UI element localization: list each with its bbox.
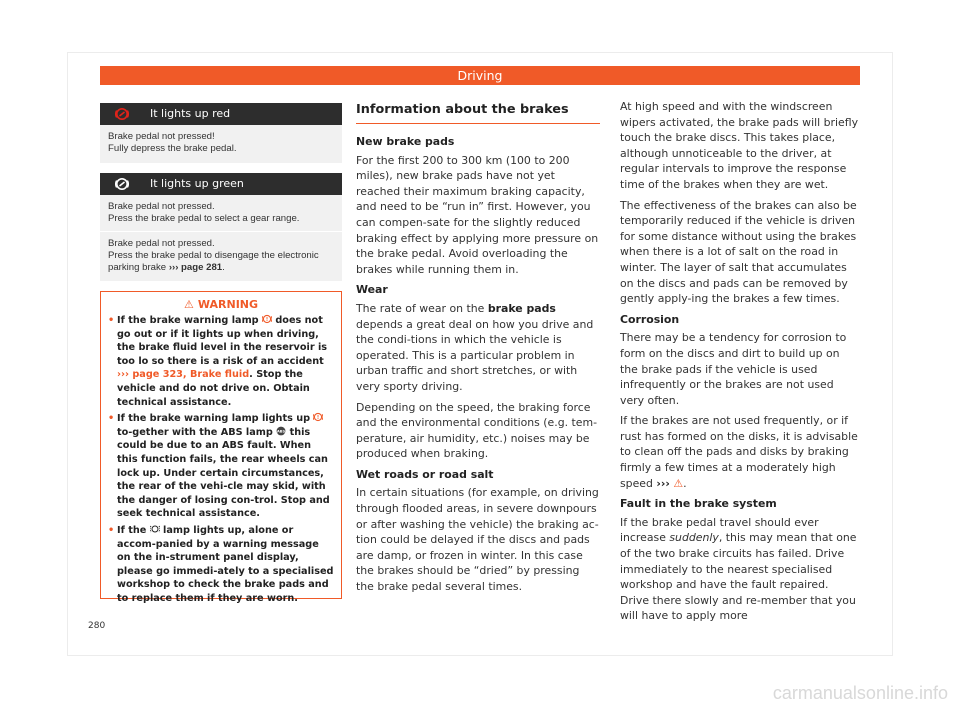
fault-heading: Fault in the brake system [620, 497, 777, 511]
watermark: carmanualsonline.info [772, 683, 948, 703]
svg-text:!: ! [317, 414, 320, 421]
warning-text: this could be due to an ABS fault. When this function fails, the rear wheels can lock up. Under certain circumstances, the rear of the vehi-cle may skid, with the danger of losing con-trol. Stop and seek technical assistance. [117, 426, 330, 520]
paragraph: The effectiveness of the brakes can also be temporarily reduced if the vehicle is driven for some distance without using the brakes when there is a lot of salt on the road in winter. The layer of salt that accumulates on the discs and pads can be removed by gently apply-ing the brakes a few times. [620, 198, 857, 306]
warning-text: If the brake warning lamp [117, 315, 262, 326]
warning-box [100, 291, 342, 604]
bullet-icon: • [108, 413, 115, 425]
warning-text: lamp lights up, alone or accom-panied by a warning message on the in-strument panel display, please go immedi-ately to a specialised workshop to check the brake pads and to replace them if they are worn. [117, 524, 334, 604]
row-line: Press the brake pedal to disengage the electronic [108, 250, 319, 261]
page-number: 280 [88, 621, 106, 631]
wear-text-2: depends a great deal on how you drive and the condi-tions in which the vehicle is operated. This is a particular problem in urban traffic and short stretches, or with very sporty driving. [356, 317, 594, 393]
new-pads-heading: New brake pads [356, 135, 455, 148]
lamp-red-label: It lights up red [150, 107, 231, 120]
lamp-red-row [100, 125, 342, 163]
paragraph-suffix: . [683, 476, 687, 490]
wet-text: In certain situations (for example, on driving through flooded areas, in severe downpours or after washing the vehicle) the braking ac-tion could be delayed if the discs and pads are damp, or frozen in winter. In this case the brakes should be “dried” by pressing the brake pedal several times. [356, 486, 599, 594]
paragraph-text: , this may mean that one of the two brake circuits has failed. Drive immediately to the nearest specialised workshop and have the fault repaired. Drive there slowly and re-member that you will have to apply more [620, 531, 857, 623]
row-line: Brake pedal not pressed. [108, 238, 215, 249]
warning-text: does not go out or if it lights up when driving, the brake fluid level in the reservoir is too lo so there is a risk of an accident [117, 315, 328, 367]
speed-text: Depending on the speed, the braking force and the environmental conditions (e.g. tem-perature, air humidity, etc.) noises may be produced when braking. [356, 400, 598, 461]
wear-heading: Wear [356, 283, 388, 297]
section-title: Information about the brakes [356, 102, 600, 124]
wear-bold: brake pads [487, 301, 556, 315]
svg-text:ABS: ABS [277, 429, 286, 434]
row-line [108, 262, 334, 274]
lamp-green-header [100, 173, 342, 195]
svg-text:!: ! [265, 316, 269, 323]
paragraph: There may be a tendency for corrosion to form on the discs and dirt to build up on the brake pads if the vehicle is used infrequently or the brakes are not used very often. [620, 331, 847, 407]
warning-ref-link[interactable]: ››› [656, 476, 670, 490]
paragraph-text: If the brakes are not used frequently, or if rust has formed on the disks, it is advisable to clean off the pads and disks by braking firmly a few times at a moderately high speed [620, 414, 858, 490]
right-column [620, 99, 860, 629]
paragraph [620, 515, 860, 624]
row-text: parking brake [108, 262, 167, 273]
bullet-icon: • [108, 524, 115, 536]
wear-text-1: The rate of wear on the [356, 301, 488, 315]
warning-text: to-gether with the ABS lamp [117, 426, 277, 438]
warning-triangle-icon: ⚠ [673, 476, 684, 490]
row-line: Press the brake pedal to select a gear range. [108, 213, 300, 224]
lamp-green-row-2 [100, 232, 342, 281]
warning-text: If the [117, 524, 150, 536]
paragraph: At high speed and with the windscreen wipers activated, the brake pads will briefly touch the brake discs. This takes place, although unnoticeable to the driver, at regular intervals to improve the response time of the brakes when they are wet. [620, 100, 859, 191]
warning-title-text: WARNING [197, 298, 259, 311]
brake-fluid-link[interactable]: ››› page 323, Brake fluid [117, 369, 250, 381]
paragraph-text: If the brake pedal travel should ever increase [620, 515, 819, 545]
corrosion-heading: Corrosion [620, 312, 680, 326]
lamp-green-label: It lights up green [150, 177, 244, 190]
paragraph [620, 413, 860, 491]
foot-brake-icon-red [115, 107, 129, 121]
section-header: Driving [100, 66, 860, 85]
brake-pad-icon [150, 524, 160, 534]
warning-item [108, 524, 334, 606]
brake-warning-icon [262, 314, 272, 324]
bullet-icon: • [108, 315, 115, 326]
middle-column [356, 132, 600, 600]
foot-brake-icon-green [115, 177, 129, 191]
paragraph-italic: suddenly [669, 531, 719, 545]
lamp-red-header [100, 103, 342, 125]
abs-lamp-icon [276, 426, 286, 436]
warning-item [108, 412, 334, 521]
warning-text: . Stop the vehicle and do not drive on. Obtain technical assistance. [117, 369, 310, 408]
page-ref-link[interactable]: ››› page 281 [168, 262, 223, 273]
brake-warning-icon [313, 412, 323, 422]
row-line: Brake pedal not pressed. [108, 201, 215, 212]
warning-text: If the brake warning lamp lights up [117, 413, 314, 425]
wet-heading: Wet roads or road salt [356, 467, 494, 481]
warning-title [108, 298, 334, 311]
row-suffix: . [222, 262, 225, 273]
row-line: Fully depress the brake pedal. [108, 143, 237, 154]
new-pads-text: For the first 200 to 300 km (100 to 200 miles), new brake pads have not yet reached their maximum braking capacity, and need to be “run in” first. However, you can compen-sate for the slightly reduced braking effect by applying more pressure on the brake pedal. Avoid overloading the brakes while running them in. [356, 153, 599, 276]
warning-item [108, 314, 334, 409]
lamp-green-row-1 [100, 195, 342, 231]
warning-triangle-icon: ⚠ [183, 298, 194, 311]
row-line: Brake pedal not pressed! [108, 131, 215, 142]
wear-text [356, 301, 600, 395]
